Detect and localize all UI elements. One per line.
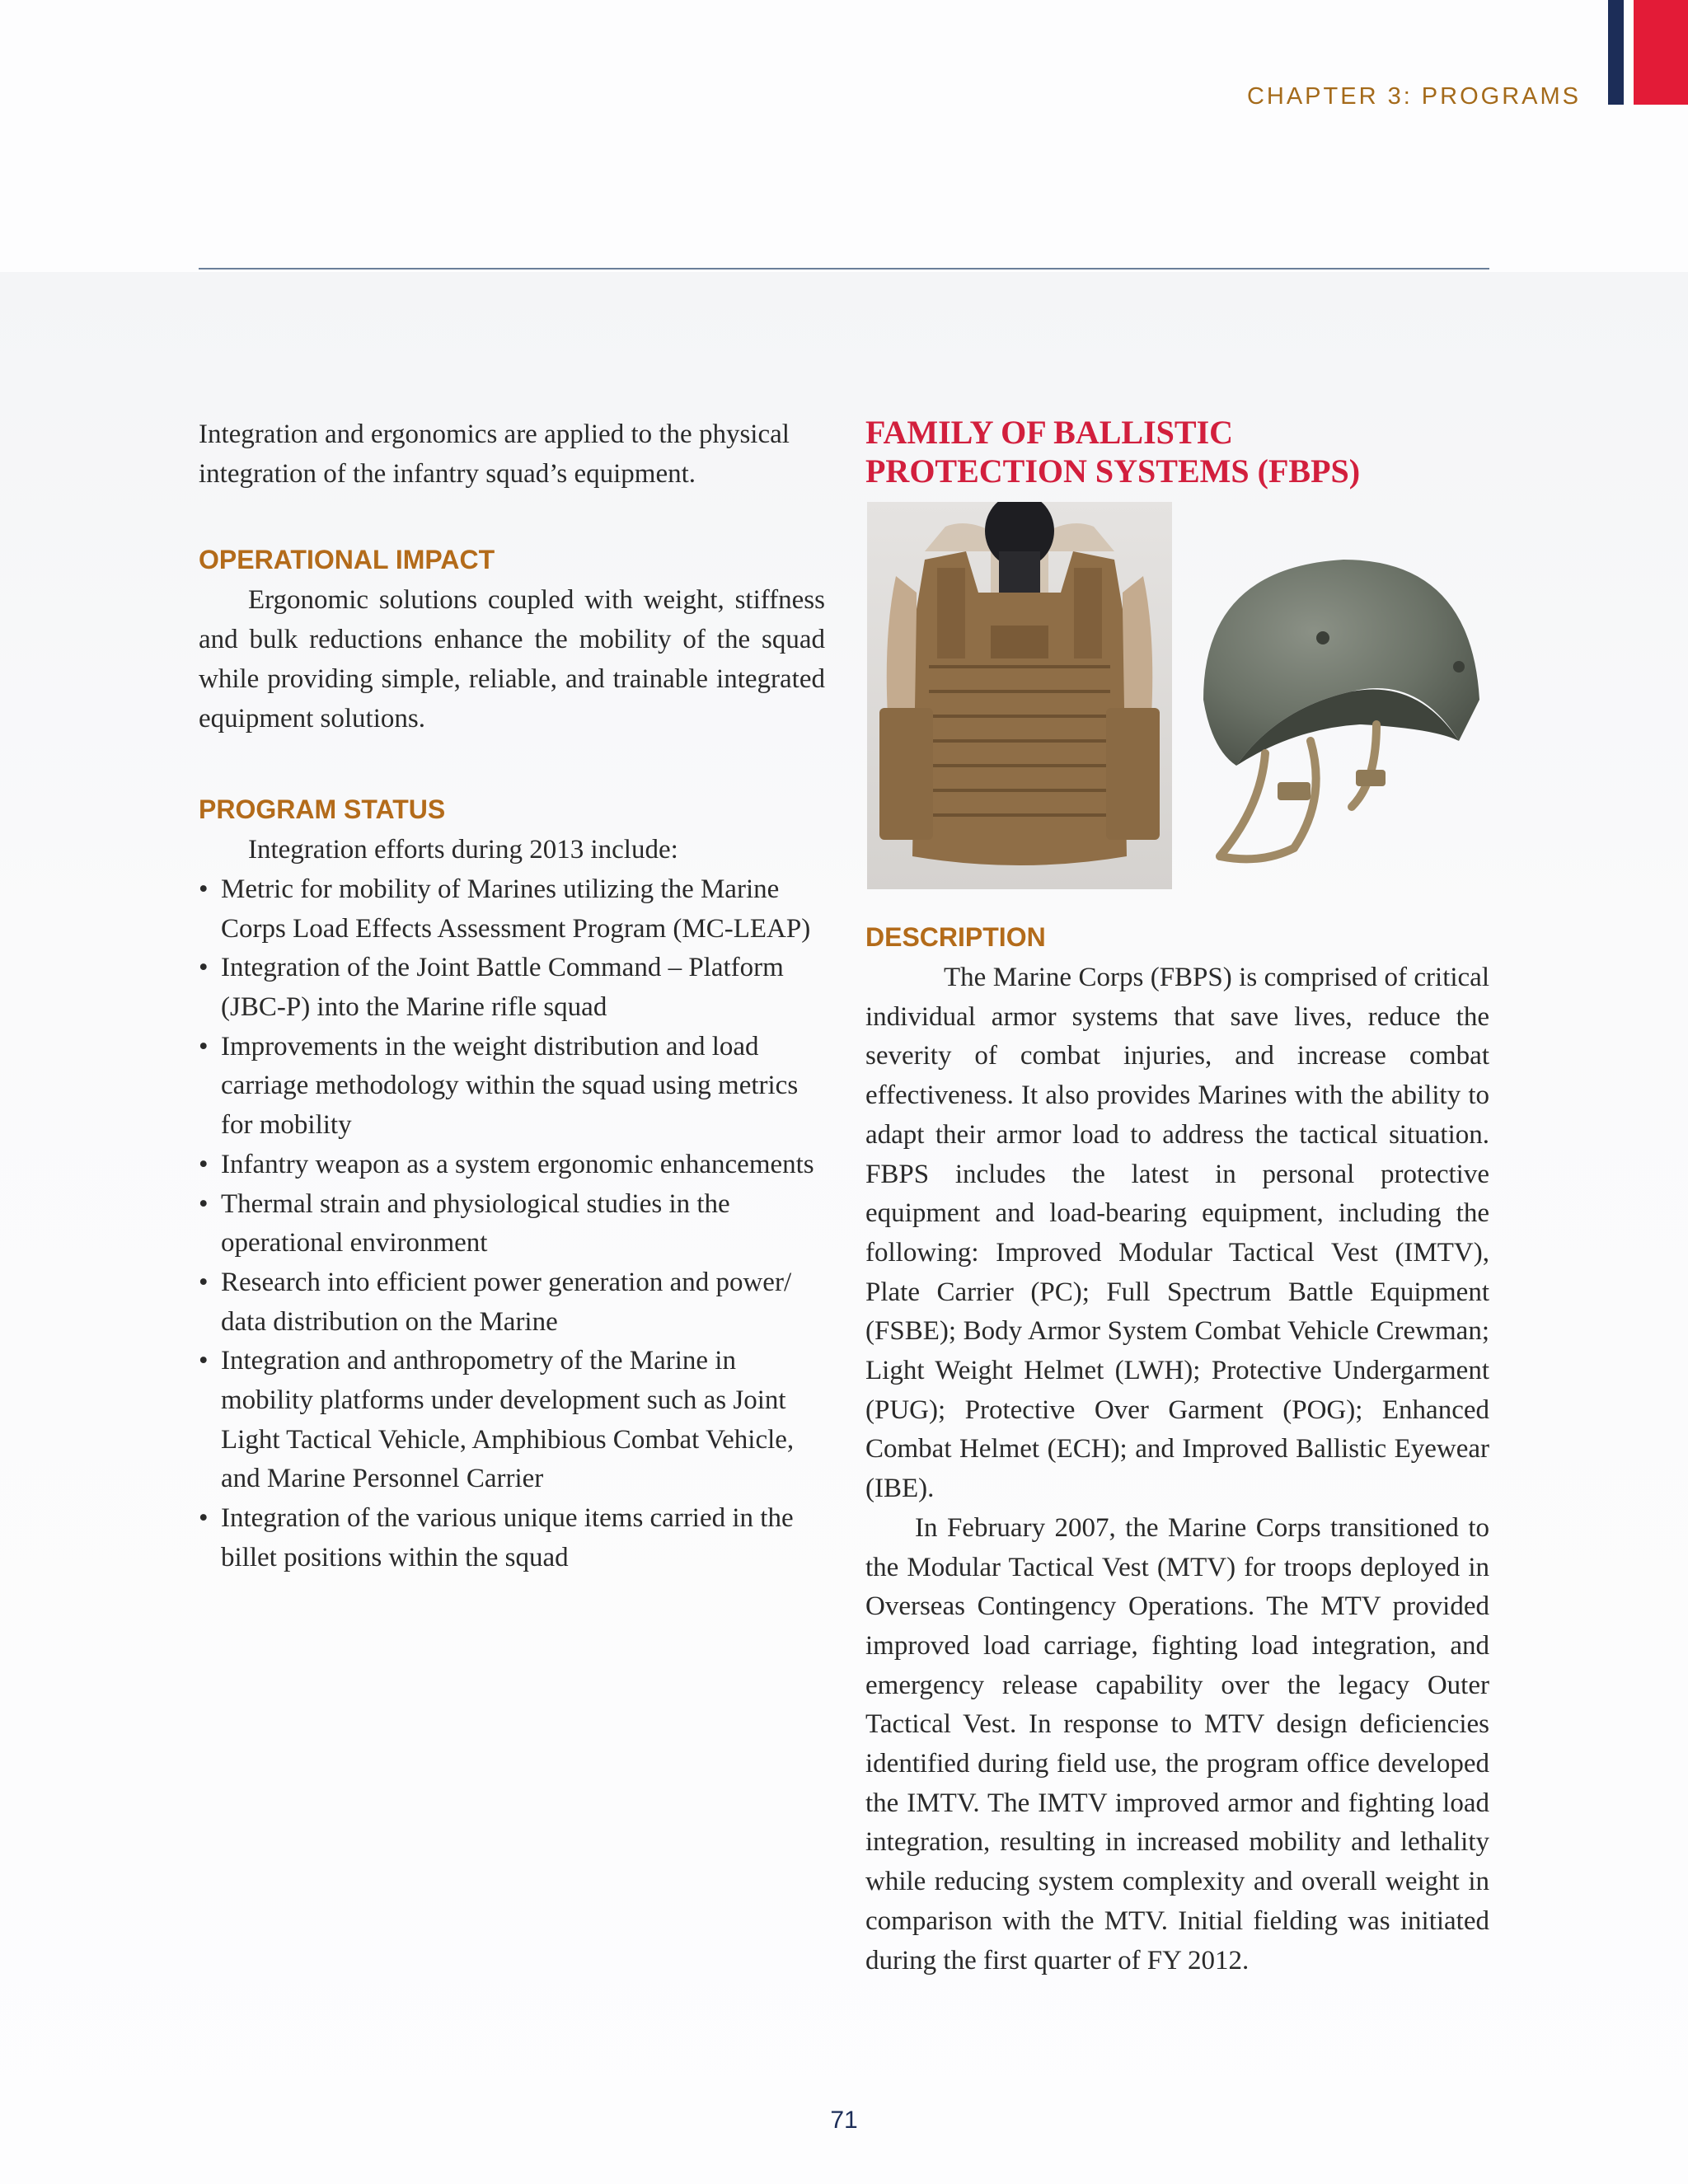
program-status-list bbox=[199, 870, 825, 1578]
list-item: • Research into efficient power generation and power/ data distribution on the Marine bbox=[199, 1263, 825, 1342]
red-stripe bbox=[1634, 0, 1688, 105]
operational-impact-heading: OPERATIONAL IMPACT bbox=[199, 545, 495, 575]
fbps-title-line1: FAMILY OF BALLISTIC bbox=[865, 414, 1234, 451]
operational-impact-text: Ergonomic solutions coupled with weight, stiffness and bulk reductions enhance the mobility of the squad while providing simple, reliable, and trainable integrated equipment solutions. bbox=[199, 585, 825, 733]
list-item: • Improvements in the weight distribution and load carriage methodology within the squad using metrics for mobility bbox=[199, 1028, 825, 1146]
fbps-figure bbox=[865, 502, 1489, 889]
list-item: • Infantry weapon as a system ergonomic enhancements bbox=[199, 1146, 825, 1185]
list-item: • Integration of the Joint Battle Command – Platform (JBC-P) into the Marine rifle squad bbox=[199, 949, 825, 1027]
vest-illustration bbox=[867, 502, 1172, 889]
left-column bbox=[199, 415, 825, 1578]
list-item: • Metric for mobility of Marines utilizing the Marine Corps Load Effects Assessment Program (MC-LEAP) bbox=[199, 870, 825, 949]
header-rule bbox=[199, 268, 1489, 269]
helmet-photo bbox=[1187, 535, 1489, 881]
navy-stripe bbox=[1608, 0, 1624, 105]
helmet-illustration bbox=[1187, 535, 1489, 881]
intro-paragraph: Integration and ergonomics are applied to the physical integration of the infantry squad’s equipment. bbox=[199, 419, 790, 489]
fbps-title bbox=[865, 413, 1489, 490]
description-paragraph-2: In February 2007, the Marine Corps transitioned to the Modular Tactical Vest (MTV) for troops deployed in Overseas Contingency Operations. The MTV provided improved load carriage, fighting load integration, and emergency release capability over the legacy Outer Tactical Vest. In response to MTV design deficiencies identified during field use, the program office developed the IMTV. The IMTV improved armor and fighting load integration, resulting in increased mobility and lethality while reducing system complexity and overall weight in comparison with the MTV. Initial fielding was initiated during the first quarter of FY 2012. bbox=[865, 1512, 1489, 1975]
vest-photo bbox=[867, 502, 1172, 889]
page-number: 71 bbox=[830, 2107, 858, 2134]
program-status-heading: PROGRAM STATUS bbox=[199, 794, 446, 825]
description-heading: DESCRIPTION bbox=[865, 922, 1046, 952]
list-item: • Thermal strain and physiological studies in the operational environment bbox=[199, 1185, 825, 1263]
list-item: • Integration of the various unique items carried in the billet positions within the squad bbox=[199, 1499, 825, 1577]
chapter-header: CHAPTER 3: PROGRAMS bbox=[1246, 83, 1581, 110]
program-status-intro: Integration efforts during 2013 include: bbox=[248, 835, 678, 865]
fbps-title-line2: PROTECTION SYSTEMS (FBPS) bbox=[865, 452, 1361, 490]
description-paragraph-1: The Marine Corps (FBPS) is comprised of critical individual armor systems that save lives, reduce the severity of combat injuries, and increase combat effectiveness. It also provides Marines with the ability to adapt their armor load to address the tactical situation. FBPS includes the latest in personal protective equipment and load-bearing equipment, including the following: Improved Modular Tactical Vest (IMTV), Plate Carrier (PC); Full Spectrum Battle Equipment (FSBE); Body Armor System Combat Vehicle Crewman; Light Weight Helmet (LWH); Protective Undergarment (PUG); Protective Over Garment (POG); Enhanced Combat Helmet (ECH); and Improved Ballistic Eyewear (IBE). bbox=[865, 963, 1489, 1504]
right-column bbox=[865, 413, 1489, 1980]
list-item: • Integration and anthropometry of the Marine in mobility platforms under development such as Joint Light Tactical Vehicle, Amphibious Combat Vehicle, and Marine Personnel Carrier bbox=[199, 1342, 825, 1499]
